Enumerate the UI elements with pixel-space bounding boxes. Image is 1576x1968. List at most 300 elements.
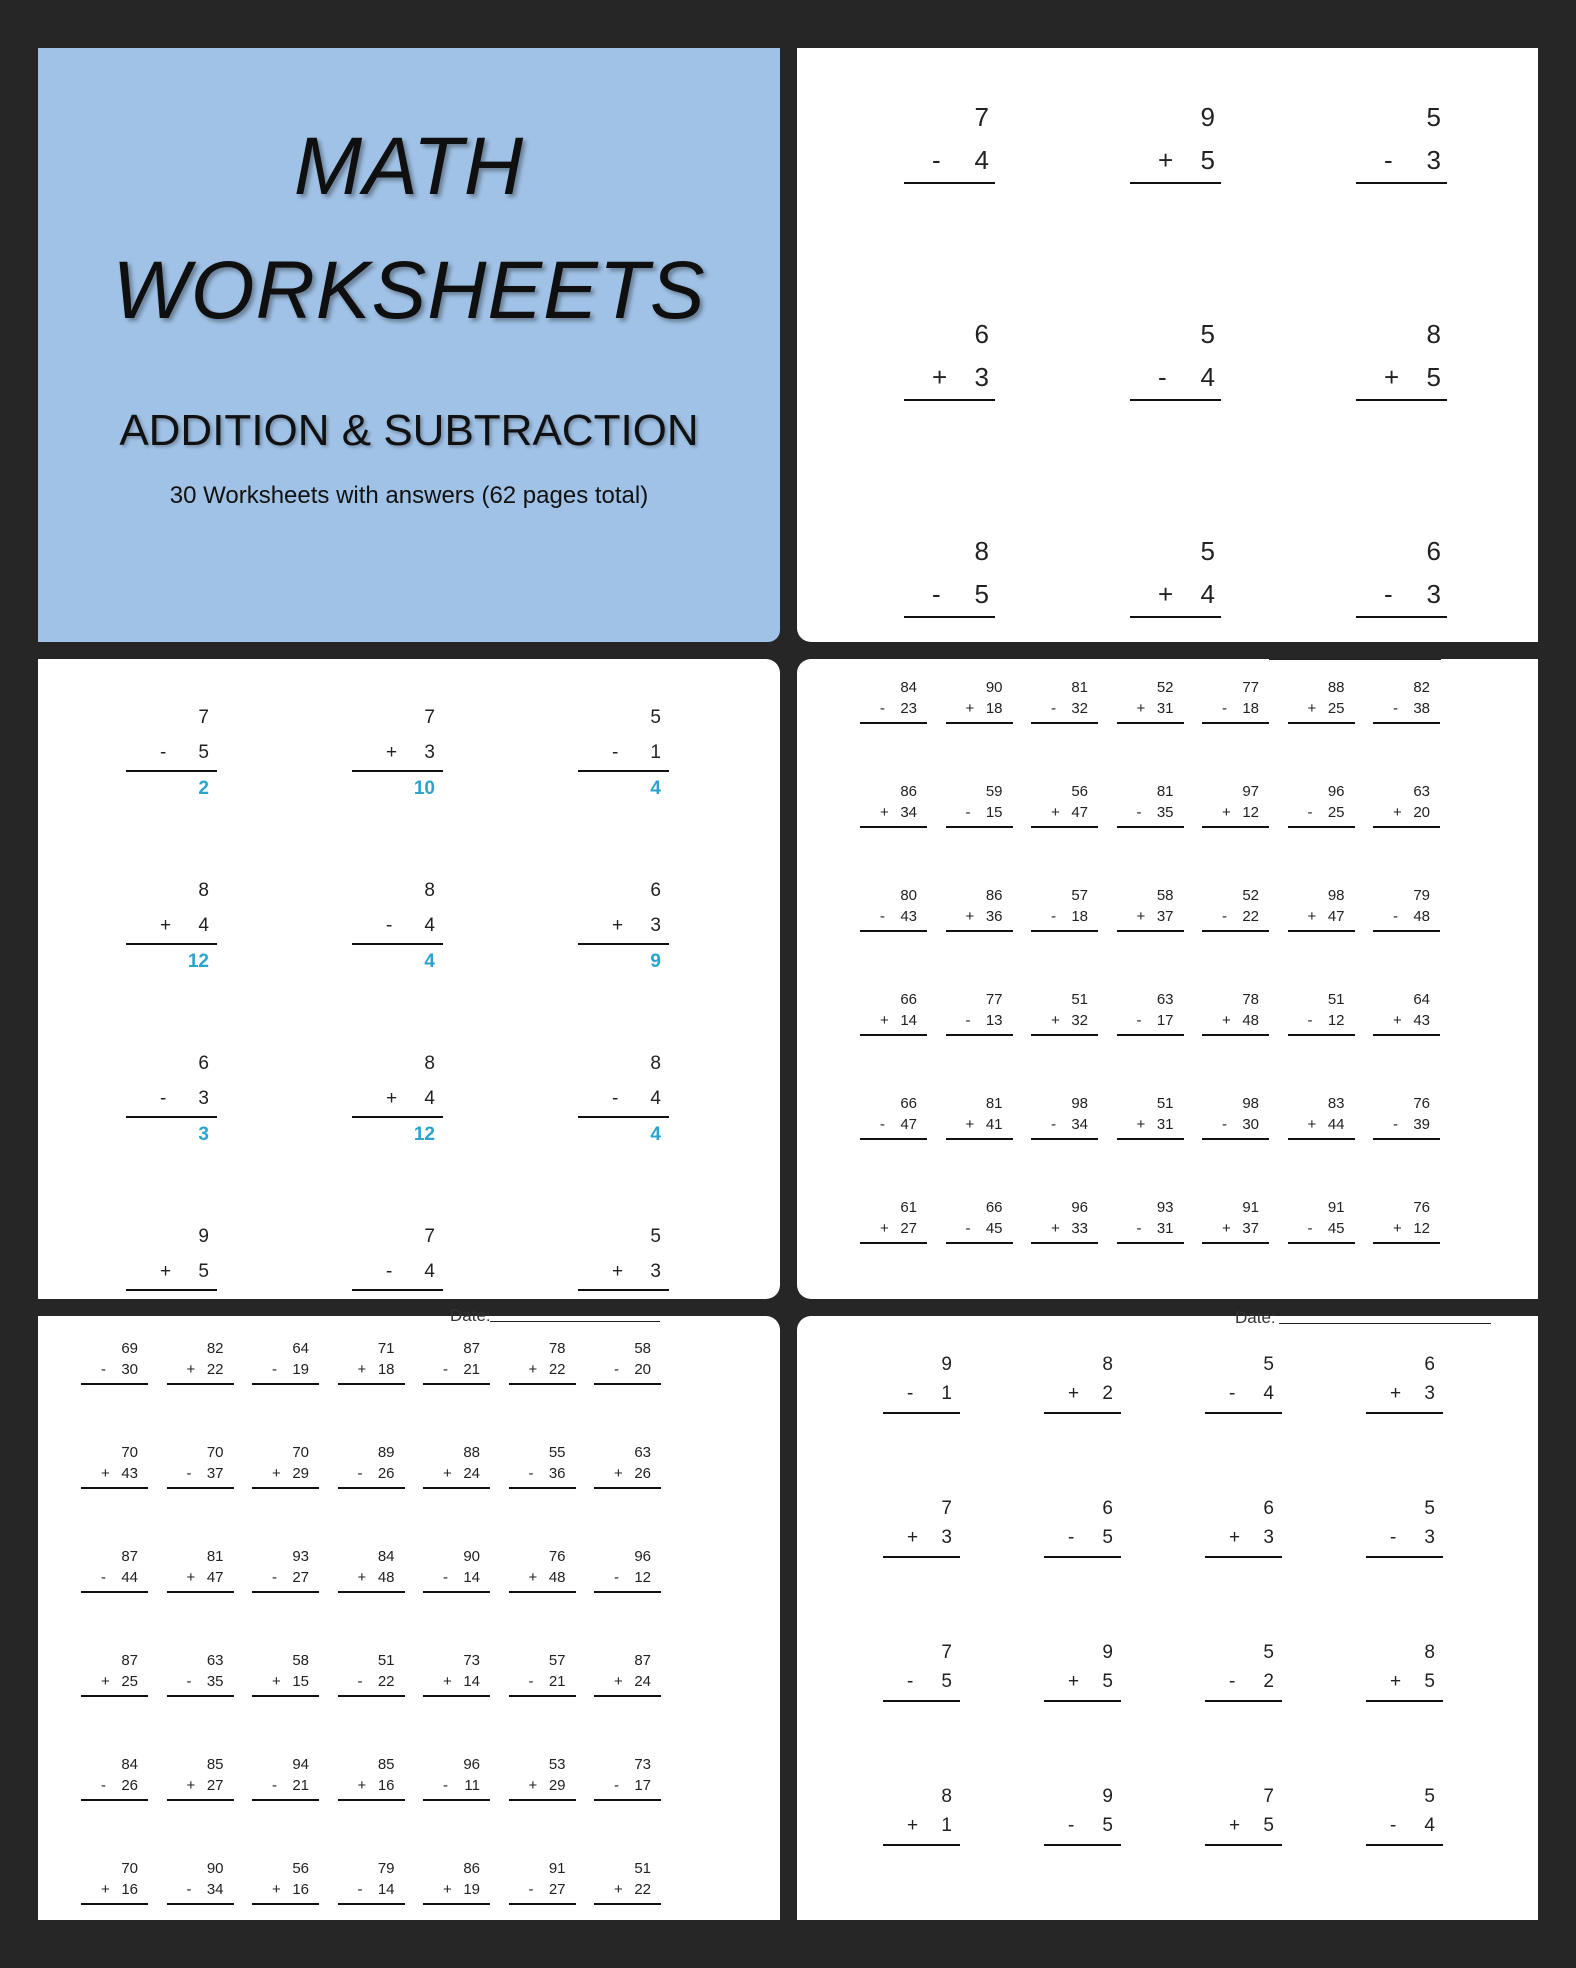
math-problem [81,1548,148,1608]
top-number: 5 [650,707,661,728]
answer-line [1130,182,1221,184]
top-number: 53 [548,1756,566,1773]
answer-line [1202,826,1269,828]
top-number: 64 [1413,991,1430,1008]
math-problem [594,1652,661,1712]
bottom-row [1373,1116,1430,1133]
answer-line [594,1383,661,1385]
bottom-row [860,700,917,717]
bottom-number: 15 [985,804,1003,821]
plus-sign: + [272,1465,281,1482]
bottom-number: 3 [974,362,989,392]
bottom-number: 14 [377,1881,395,1898]
bottom-row [167,1569,224,1586]
top-number: 6 [1426,536,1441,566]
top-number: 59 [985,783,1003,800]
top-number: 96 [463,1756,480,1773]
answer-line [1205,1412,1282,1414]
top-number: 87 [121,1548,138,1565]
answer-line [1044,1700,1121,1702]
plus-sign: + [443,1673,452,1690]
plus-sign: + [1068,1671,1080,1692]
plus-sign: + [101,1465,110,1482]
bottom-row [1205,1815,1274,1837]
math-problem [423,1652,490,1712]
answer-line [252,1695,319,1697]
bottom-number: 1 [650,742,661,763]
bottom-number: 3 [650,915,661,936]
top-number: 63 [206,1652,224,1669]
bottom-row [1288,804,1345,821]
minus-sign: - [528,1465,534,1482]
plus-sign: + [272,1881,281,1898]
math-problem [1356,536,1447,656]
bottom-number: 18 [1242,700,1259,717]
bottom-number: 27 [548,1881,566,1898]
bottom-row [252,1361,309,1378]
plus-sign: + [1222,1220,1231,1237]
top-number: 7 [1263,1786,1274,1807]
math-problem [423,1340,490,1400]
bottom-row [1044,1527,1113,1549]
math-problem [352,880,443,990]
bottom-number: 29 [292,1465,309,1482]
cover-panel [38,48,780,642]
math-problem [1373,991,1440,1051]
top-number: 87 [463,1340,480,1357]
math-problem [1044,1786,1121,1886]
bottom-row [1117,908,1174,925]
bottom-row [1117,1220,1174,1237]
bottom-row [1288,700,1345,717]
bottom-row [81,1465,138,1482]
bottom-row [860,804,917,821]
answer-line [509,1383,576,1385]
minus-sign: - [357,1465,363,1482]
top-number: 9 [941,1354,952,1375]
top-number: 82 [206,1340,224,1357]
bottom-number: 5 [974,579,989,609]
plus-sign: + [160,1261,172,1282]
answer-line [1373,722,1440,724]
top-number: 66 [900,1095,917,1112]
bottom-number: 31 [1156,1220,1174,1237]
bottom-row [883,1815,952,1837]
top-number: 9 [1102,1786,1113,1807]
answer-line [352,943,443,945]
bottom-number: 48 [1413,908,1430,925]
top-number: 84 [377,1548,395,1565]
answer-line [1117,930,1184,932]
plus-sign: + [528,1361,538,1378]
bottom-number: 41 [985,1116,1003,1133]
top-number: 63 [1156,991,1174,1008]
plus-sign: + [1390,1671,1402,1692]
bottom-number: 32 [1071,700,1088,717]
math-problem [252,1340,319,1400]
answer-line [338,1903,405,1905]
math-problem [423,1548,490,1608]
bottom-row [509,1569,566,1586]
bottom-number: 3 [424,742,435,763]
bottom-row [126,1261,209,1283]
minus-sign: - [101,1361,106,1378]
bottom-number: 4 [424,915,435,936]
minus-sign: - [1158,362,1167,392]
bottom-number: 3 [1424,1527,1435,1548]
bottom-number: 16 [377,1777,395,1794]
bottom-number: 5 [1102,1815,1113,1836]
worksheet-single-digit-3col [797,48,1538,642]
answer-line [126,943,217,945]
minus-sign: - [1393,908,1398,925]
minus-sign: - [101,1777,106,1794]
answer-line [509,1799,576,1801]
minus-sign: - [1229,1671,1236,1692]
bottom-row [1202,1116,1259,1133]
bottom-number: 27 [206,1777,224,1794]
top-number: 84 [900,679,917,696]
math-problem [883,1498,960,1598]
top-number: 56 [292,1860,309,1877]
bottom-row [1044,1671,1113,1693]
plus-sign: + [186,1777,196,1794]
bottom-row [252,1673,309,1690]
top-number: 70 [206,1444,224,1461]
worksheet-single-digit-4col [797,1308,1538,1920]
answer-line [167,1383,234,1385]
top-number: 6 [1102,1498,1113,1519]
bottom-row [81,1361,138,1378]
bottom-row [1031,1012,1088,1029]
bottom-row [860,1220,917,1237]
answer-line [946,930,1013,932]
answer-line [1205,1844,1282,1846]
top-number: 77 [985,991,1003,1008]
math-problem [1031,1199,1098,1259]
math-problem [167,1860,234,1920]
plus-sign: + [1384,362,1400,392]
answer-line [883,1700,960,1702]
math-problem [338,1548,405,1608]
bottom-row [1117,700,1174,717]
bottom-number: 22 [1242,908,1259,925]
math-problem [167,1652,234,1712]
minus-sign: - [386,1261,393,1282]
bottom-number: 26 [634,1465,651,1482]
answer-line [81,1903,148,1905]
answer-line [126,770,217,772]
answer-line [1202,722,1269,724]
top-number: 69 [121,1340,138,1357]
answer-line [1031,1034,1098,1036]
bottom-row [252,1465,309,1482]
bottom-row [423,1673,480,1690]
minus-sign: - [160,742,167,763]
bottom-number: 5 [1424,1671,1435,1692]
bottom-number: 4 [424,1088,435,1109]
minus-sign: - [907,1383,914,1404]
cover-subtitle: ADDITION & SUBTRACTION [119,406,699,455]
minus-sign: - [612,1088,619,1109]
bottom-number: 4 [1263,1383,1274,1404]
answer-line [1044,1844,1121,1846]
minus-sign: - [1384,145,1393,175]
bottom-number: 5 [1426,362,1441,392]
answer-line [423,1695,490,1697]
math-problem [1366,1642,1443,1742]
bottom-number: 34 [206,1881,224,1898]
math-problem [594,1340,661,1400]
bottom-number: 21 [548,1673,566,1690]
math-problem [126,880,217,990]
answer-line [860,1034,927,1036]
bottom-number: 4 [424,1261,435,1282]
answer-line [167,1591,234,1593]
math-problem [81,1860,148,1920]
bottom-row [578,915,661,937]
worksheet-double-digit [797,659,1538,1299]
bottom-row [1366,1527,1435,1549]
math-problem [423,1444,490,1504]
math-problem [1205,1642,1282,1742]
date-label: Date: [1235,1308,1276,1327]
math-problem [338,1444,405,1504]
top-number: 61 [900,1199,917,1216]
bottom-number: 5 [1102,1527,1113,1548]
answer-line [1202,1242,1269,1244]
bottom-number: 36 [985,908,1003,925]
top-number: 8 [1424,1642,1435,1663]
bottom-row [904,145,989,176]
bottom-number: 32 [1071,1012,1088,1029]
bottom-number: 3 [1263,1527,1274,1548]
bottom-number: 4 [974,145,989,175]
answer-line [946,1034,1013,1036]
answer-line [423,1903,490,1905]
math-problem [1044,1498,1121,1598]
math-problem [946,679,1013,739]
bottom-number: 43 [900,908,917,925]
answer-line [946,1242,1013,1244]
bottom-row [1202,804,1259,821]
plus-sign: + [386,1088,398,1109]
bottom-number: 47 [1071,804,1088,821]
bottom-row [860,1012,917,1029]
top-number: 51 [377,1652,395,1669]
bottom-number: 29 [548,1777,566,1794]
answer-line [423,1591,490,1593]
bottom-row [352,1088,435,1110]
math-problem [578,880,669,990]
answer-line [1366,1844,1443,1846]
plus-sign: + [1222,804,1231,821]
plus-sign: + [1136,908,1146,925]
top-number: 80 [900,887,917,904]
answer-line [1288,826,1355,828]
answer-line [904,182,995,184]
bottom-row [1117,1012,1174,1029]
math-problem [509,1548,576,1608]
bottom-row [1373,700,1430,717]
top-number: 5 [1426,102,1441,132]
plus-sign: + [443,1465,452,1482]
math-problem [252,1548,319,1608]
top-number: 79 [1413,887,1430,904]
bottom-number: 38 [1413,700,1430,717]
math-problem [1288,991,1355,1051]
math-problem [1117,991,1184,1051]
answer-line [1202,930,1269,932]
top-number: 64 [292,1340,309,1357]
answer-line [126,1289,217,1291]
bottom-row [1031,804,1088,821]
answer-line [594,1487,661,1489]
bottom-row [1366,1383,1435,1405]
bottom-number: 3 [650,1261,661,1282]
bottom-number: 5 [941,1671,952,1692]
top-number: 98 [1071,1095,1088,1112]
bottom-row [81,1673,138,1690]
minus-sign: - [1307,1012,1313,1029]
bottom-number: 21 [292,1777,309,1794]
bottom-number: 20 [1413,804,1430,821]
top-number: 5 [1424,1498,1435,1519]
top-number: 73 [463,1652,480,1669]
bottom-row [946,804,1003,821]
bottom-row [167,1673,224,1690]
bottom-row [338,1673,395,1690]
math-problem [423,1860,490,1920]
plus-sign: + [160,915,172,936]
bottom-row [1117,1116,1174,1133]
answer-line [252,1799,319,1801]
top-number: 7 [941,1498,952,1519]
bottom-number: 21 [463,1361,480,1378]
bottom-row [578,1261,661,1283]
math-problem [1130,319,1221,439]
minus-sign: - [1136,804,1142,821]
top-number: 84 [121,1756,138,1773]
minus-sign: - [612,742,619,763]
answer-line [81,1695,148,1697]
answer-line [594,1799,661,1801]
math-problem [904,536,995,656]
answer-line [1366,1556,1443,1558]
bottom-row [338,1881,395,1898]
plus-sign: + [528,1569,538,1586]
top-number: 9 [198,1226,209,1247]
bottom-number: 3 [941,1527,952,1548]
answer-line [1356,399,1447,401]
bottom-number: 44 [1327,1116,1345,1133]
top-number: 6 [1424,1354,1435,1375]
top-number: 8 [650,1053,661,1074]
bottom-number: 33 [1071,1220,1088,1237]
math-problem [1117,679,1184,739]
minus-sign: - [443,1777,448,1794]
answer-line [126,1116,217,1118]
bottom-number: 13 [985,1012,1003,1029]
answer-line [509,1591,576,1593]
math-problem [1044,1354,1121,1454]
bottom-row [423,1465,480,1482]
answer-value: 12 [187,951,209,972]
math-problem [338,1860,405,1920]
math-problem [860,1095,927,1155]
bottom-row [1288,1012,1345,1029]
bottom-row [1205,1527,1274,1549]
math-problem [352,1053,443,1163]
math-problem [509,1340,576,1400]
bottom-row [126,742,209,764]
bottom-row [1366,1815,1435,1837]
plus-sign: + [386,742,398,763]
bottom-row [946,908,1003,925]
answer-line [860,1242,927,1244]
top-number: 6 [198,1053,209,1074]
answer-line [1373,1034,1440,1036]
answer-line [578,1289,669,1291]
answer-line [81,1799,148,1801]
top-number: 90 [206,1860,224,1877]
math-problem [1117,783,1184,843]
math-problem [167,1756,234,1816]
bottom-row [338,1777,395,1794]
math-problem [860,887,927,947]
bottom-row [883,1383,952,1405]
minus-sign: - [528,1673,534,1690]
math-problem [946,991,1013,1051]
answer-line [338,1799,405,1801]
bottom-row [594,1569,651,1586]
bottom-number: 45 [1327,1220,1345,1237]
answer-line [167,1695,234,1697]
math-problem [1130,536,1221,656]
bottom-number: 12 [1413,1220,1430,1237]
answer-line [1356,182,1447,184]
minus-sign: - [357,1673,363,1690]
bottom-row [946,1116,1003,1133]
bottom-row [81,1881,138,1898]
answer-line [1044,1556,1121,1558]
top-number: 6 [974,319,989,349]
math-problem [126,1053,217,1163]
top-number: 86 [900,783,917,800]
worksheet-answer-key [38,659,780,1299]
top-number: 70 [121,1444,138,1461]
minus-sign: - [1222,1116,1227,1133]
bottom-row [167,1465,224,1482]
minus-sign: - [932,145,941,175]
bottom-number: 14 [463,1569,480,1586]
bottom-number: 11 [464,1777,480,1794]
bottom-number: 3 [1426,579,1441,609]
answer-line [946,1138,1013,1140]
top-number: 90 [985,679,1003,696]
top-number: 85 [377,1756,395,1773]
top-number: 51 [634,1860,651,1877]
bottom-number: 25 [1327,700,1345,717]
bottom-number: 12 [1242,804,1259,821]
top-number: 98 [1327,887,1345,904]
math-problem [1031,887,1098,947]
worksheet-double-digit-2 [38,1306,780,1920]
bottom-number: 43 [121,1465,138,1482]
math-problem [1366,1786,1443,1886]
bottom-row [509,1465,566,1482]
bottom-number: 26 [121,1777,138,1794]
